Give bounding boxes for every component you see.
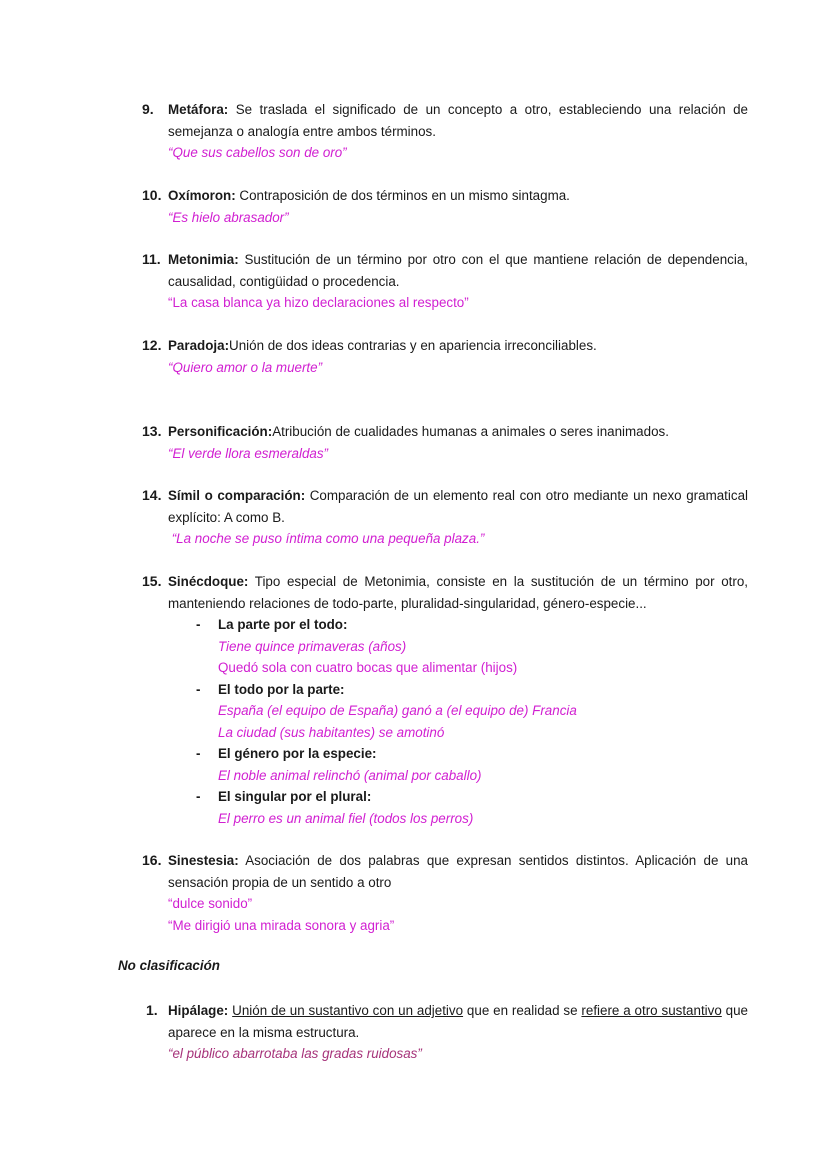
item-term: Símil o comparación: (168, 488, 306, 503)
figure-item-simil (142, 485, 748, 550)
item-term: Sinécdoque: (168, 574, 249, 589)
item-text: Sustitución de un término por otro con el que mantiene relación de dependencia, causalidad, contigüidad o procedencia. (168, 252, 748, 289)
sub-item-example: El perro es un animal fiel (todos los perros) (218, 810, 474, 826)
item-term: Oxímoron: (168, 188, 236, 203)
sub-item-example: España (el equipo de España) ganó a (el equipo de) Francia (218, 703, 577, 718)
item-number: 11. (142, 251, 161, 267)
dash-bullet: - (196, 746, 201, 761)
item-text: Se traslada el significado de un concepto a otro, estableciendo una relación de semejanza o analogía entre ambos términos. (168, 102, 748, 139)
item-number: 9. (142, 101, 154, 117)
underlined-text: Unión de un sustantivo con un adjetivo (232, 1003, 464, 1018)
item-number: 16. (142, 852, 162, 868)
item-term: Personificación: (168, 424, 273, 439)
item-number: 12. (142, 337, 162, 353)
item-text: Asociación de dos palabras que expresan sentidos distintos. Aplicación de una sensación propia de un sentido a otro (168, 853, 748, 890)
item-definition (168, 485, 748, 528)
sub-item-title: La parte por el todo: (218, 617, 348, 632)
underlined-text: refiere a otro sustantivo (581, 1003, 722, 1018)
sub-item-example: El noble animal relinchó (animal por caballo) (218, 767, 482, 783)
sub-item-example: La ciudad (sus habitantes) se amotinó (218, 724, 445, 740)
sub-item-title: El género por la especie: (218, 746, 377, 761)
item-text: que aparece en la misma estructura. (168, 1003, 749, 1040)
item-definition (168, 249, 748, 292)
item-number: 15. (142, 573, 162, 589)
sub-item-title: El singular por el plural: (218, 789, 372, 804)
item-number: 1. (146, 1002, 158, 1018)
figure-item-personificacion (142, 421, 748, 464)
item-term: Metonimia: (168, 252, 239, 267)
sub-item-genero-especie (196, 743, 748, 786)
figure-item-metafora (142, 99, 748, 164)
item-definition (168, 571, 748, 614)
item-text: que en realidad se (463, 1003, 582, 1018)
item-example: “el público abarrotaba las gradas ruidosas” (168, 1046, 422, 1061)
item-definition (168, 99, 748, 142)
item-example: “El verde llora esmeraldas” (168, 445, 329, 461)
item-term: Sinestesia: (168, 853, 239, 868)
item-example: “Que sus cabellos son de oro” (168, 145, 347, 160)
item-example: “Es hielo abrasador” (168, 209, 289, 225)
item-number: 14. (142, 487, 162, 503)
dash-bullet: - (196, 681, 201, 697)
item-number: 10. (142, 187, 162, 203)
figure-item-hipalage (142, 1000, 748, 1065)
item-definition (168, 185, 748, 207)
item-example: “dulce sonido” (168, 896, 253, 911)
item-definition (168, 335, 748, 357)
item-term: Hipálage: (168, 1003, 229, 1018)
sub-item-parte-todo (196, 614, 748, 679)
figure-item-oximoron (142, 185, 748, 228)
item-text: Tipo especial de Metonimia, consiste en la sustitución de un término por otro, manteniendo relaciones de todo-parte, pluralidad-singularidad, género-especie... (168, 574, 748, 611)
sub-item-title: El todo por la parte: (218, 681, 345, 697)
sub-item-todo-parte (196, 679, 748, 744)
item-text: Comparación de un elemento real con otro mediante un nexo gramatical explícito: A como B. (168, 488, 748, 525)
item-definition (168, 1000, 748, 1043)
item-definition (168, 421, 748, 443)
item-number: 13. (142, 423, 162, 439)
item-text: Unión de dos ideas contrarias y en apariencia irreconciliables. (229, 338, 597, 353)
item-example: “La noche se puso íntima como una pequeña plaza.” (168, 531, 485, 546)
sub-item-example: Quedó sola con cuatro bocas que alimentar (hijos) (218, 660, 518, 675)
figure-item-sinecdoque (142, 571, 748, 829)
figure-item-paradoja (142, 335, 748, 378)
item-text: Atribución de cualidades humanas a animales o seres inanimados. (272, 424, 669, 439)
item-example: “Quiero amor o la muerte” (168, 359, 323, 375)
item-example: “La casa blanca ya hizo declaraciones al respecto” (168, 295, 469, 310)
sub-item-example: Tiene quince primaveras (años) (218, 638, 407, 654)
dash-bullet: - (196, 789, 201, 804)
figure-item-metonimia (142, 249, 748, 314)
item-term: Paradoja: (168, 338, 230, 353)
section-title: No clasificación (118, 958, 220, 973)
item-definition (168, 850, 748, 893)
item-text: Contraposición de dos términos en un mismo sintagma. (235, 188, 570, 203)
item-example: “Me dirigió una mirada sonora y agria” (168, 917, 395, 933)
figure-item-sinestesia (142, 850, 748, 936)
sub-item-singular-plural (196, 786, 748, 829)
item-term: Metáfora: (168, 102, 229, 117)
dash-bullet: - (196, 617, 201, 632)
